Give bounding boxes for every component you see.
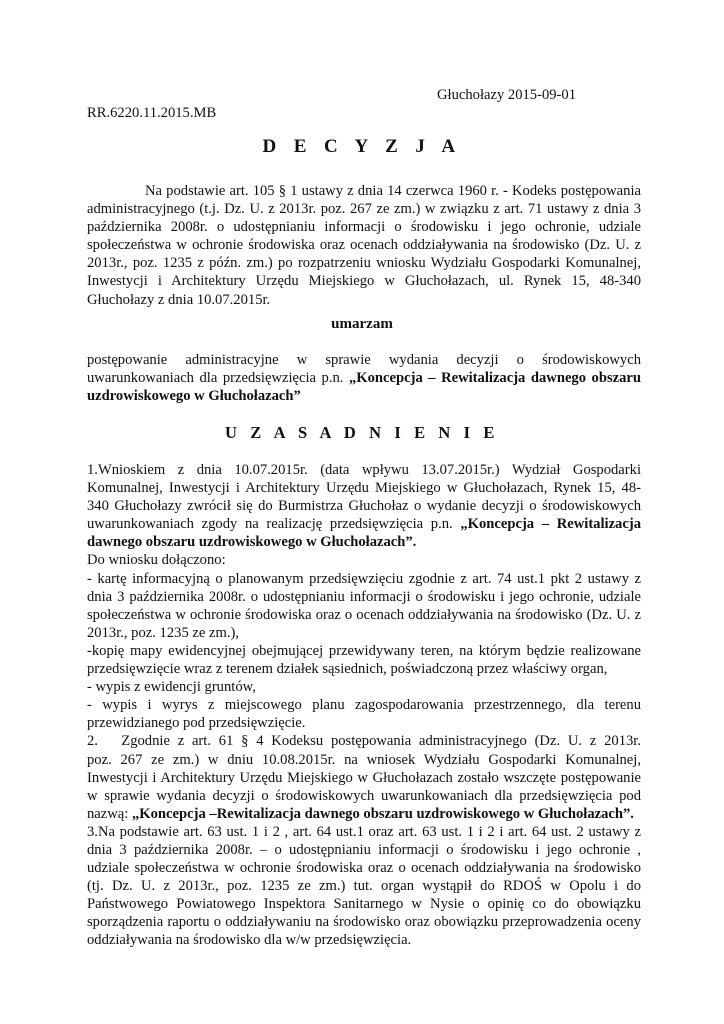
point1-line: 340 Głuchołazy zwrócił się do Burmistrza Głuchołaz o wydanie decyzji o środowiskowych bbox=[87, 498, 641, 515]
intro-paragraph bbox=[87, 182, 641, 309]
decision-line: postępowanie administracyjne w sprawie wydania decyzji o środowiskowych bbox=[87, 352, 641, 368]
attachment-line: - wypis i wyrys z miejscowego planu zagospodarowania przestrzennego, dla terenu bbox=[87, 697, 641, 714]
intro-line: 2013r., poz. 1235 z późn. zm.) po rozpatrzeniu wniosku Wydziału Gospodarki Komunalnej, bbox=[87, 255, 641, 272]
point3-line: dnia 3 października 2008r. – o udostępnianiu informacji o środowisku i jego ochronie , bbox=[87, 841, 641, 858]
point2-text: nazwą: bbox=[87, 805, 132, 822]
point3-line: 3.Na podstawie art. 63 ust. 1 i 2 , art. 64 ust.1 oraz art. 63 ust. 1 i 2 i art. 64 ust. 2 ustawy z bbox=[87, 823, 641, 840]
point3-line: sporządzenia raportu o oddziaływaniu na środowisko oraz obowiązku przeprowadzenia oceny bbox=[87, 914, 641, 931]
point2-line: Inwestycji i Architektury Urzędu Miejskiego w Głuchołazach zostało wszczęte postępowanie bbox=[87, 769, 641, 786]
point3-line: Państwowego Powiatowego Inspektora Sanitarnego w Nysie o opinię co do obowiązku bbox=[87, 896, 641, 913]
justification-title: U Z A S A D N I E N I E bbox=[224, 423, 500, 442]
attachment-line: - kartę informacyjną o planowanym przedsięwzięciu zgodnie z art. 74 ust.1 pkt 2 ustawy z bbox=[87, 570, 641, 587]
attachments-intro: Do wniosku dołączono: bbox=[87, 552, 226, 569]
point2-line: w sprawie wydania decyzji o środowiskowych uwarunkowaniach dla przedsięwzięcia pod bbox=[87, 787, 641, 804]
point1-line: Komunalnej, Inwestycji i Architektury Urzędu Miejskiego w Głuchołazach, Rynek 15, 48- bbox=[87, 480, 641, 497]
project-name: „Koncepcja – Rewitalizacja dawnego obszaru bbox=[348, 370, 641, 387]
point3-line: (tj. Dz. U. z 2013r., poz. 1235 ze zm.) tut. organ wystąpił do RDOŚ w Opolu i do bbox=[87, 878, 641, 895]
project-name: „Koncepcja –Rewitalizacja dawnego obszaru uzdrowiskowego w Głuchołazach”. bbox=[131, 805, 634, 822]
intro-line: społeczeństwa w ochronie środowiska oraz ocenach oddziaływania na środowisko (Dz. U. z bbox=[87, 237, 641, 254]
point2-line: 2. Zgodnie z art. 61 § 4 Kodeksu postępowania administracyjnego (Dz. U. z 2013r. bbox=[87, 733, 641, 750]
point3-line: oddziaływania na środowisko dla w/w przedsięwzięcia. bbox=[87, 932, 412, 949]
point1-text: uwarunkowaniach zgody na realizację przedsięwzięcia p.n. bbox=[87, 516, 461, 533]
intro-line: Na podstawie art. 105 § 1 ustawy z dnia 14 czerwca 1960 r. - Kodeks postępowania bbox=[145, 183, 641, 199]
intro-line: Inwestycji i Architektury Urzędu Miejskiego w Głuchołazach, ul. Rynek 15, 48-340 bbox=[87, 273, 641, 290]
decision-word: umarzam bbox=[331, 316, 393, 332]
intro-line: Głuchołazy z dnia 10.07.2015r. bbox=[87, 291, 271, 308]
attachment-line: 2013r., poz. 1235 ze zm.), bbox=[87, 624, 239, 641]
point3-line: udziale społeczeństwa w ochronie środowiska oraz o ocenach oddziaływania na środowisko bbox=[87, 860, 641, 877]
point1-line: 1.Wnioskiem z dnia 10.07.2015r. (data wpływu 13.07.2015r.) Wydział Gospodarki bbox=[87, 462, 641, 478]
attachment-line: dnia 3 października 2008r. o udostępnianiu informacji o środowisku i jego ochronie, udziale bbox=[87, 588, 641, 605]
attachment-line: przewidzianego pod przedsięwzięcie. bbox=[87, 715, 306, 732]
project-name-continued: uzdrowiskowego w Głuchołazach” bbox=[87, 388, 301, 405]
point2-line: poz. 267 ze zm.) w dniu 10.08.2015r. na wniosek Wydziału Gospodarki Komunalnej, bbox=[87, 751, 641, 768]
justification-body bbox=[87, 461, 641, 950]
attachment-line: przedsięwzięcie wraz z terenem działek sąsiednich, poświadczoną przez właściwy organ, bbox=[87, 661, 608, 678]
intro-line: administracyjnego (t.j. Dz. U. z 2013r. poz. 267 ze zm.) w związku z art. 71 ustawy z dnia 3 bbox=[87, 201, 641, 218]
attachment-line: społeczeństwa w ochronie środowiska oraz o ocenach oddziaływania na środowisko (Dz. U. z bbox=[87, 606, 641, 623]
project-name: „Koncepcja – Rewitalizacja bbox=[460, 516, 641, 533]
decision-text: uwarunkowaniach dla przedsięwzięcia p.n. bbox=[87, 370, 349, 387]
point1-line bbox=[87, 515, 641, 533]
intro-line: października 2008r. o udostępnianiu informacji o środowisku i jego ochronie, udziale bbox=[87, 219, 641, 236]
case-reference-number: RR.6220.11.2015.MB bbox=[87, 105, 217, 121]
project-name-continued: dawnego obszaru uzdrowiskowego w Głuchołazach”. bbox=[87, 534, 417, 551]
attachment-line: - wypis z ewidencji gruntów, bbox=[87, 679, 256, 696]
document-title: D E C Y Z J A bbox=[262, 136, 462, 157]
decision-line bbox=[87, 369, 641, 387]
decision-paragraph bbox=[87, 351, 641, 405]
document-date: Głuchołazy 2015-09-01 bbox=[437, 87, 577, 103]
point2-line bbox=[87, 805, 641, 823]
attachment-line: -kopię mapy ewidencyjnej obejmującej przewidywany teren, na którym będzie realizowane bbox=[87, 642, 641, 659]
